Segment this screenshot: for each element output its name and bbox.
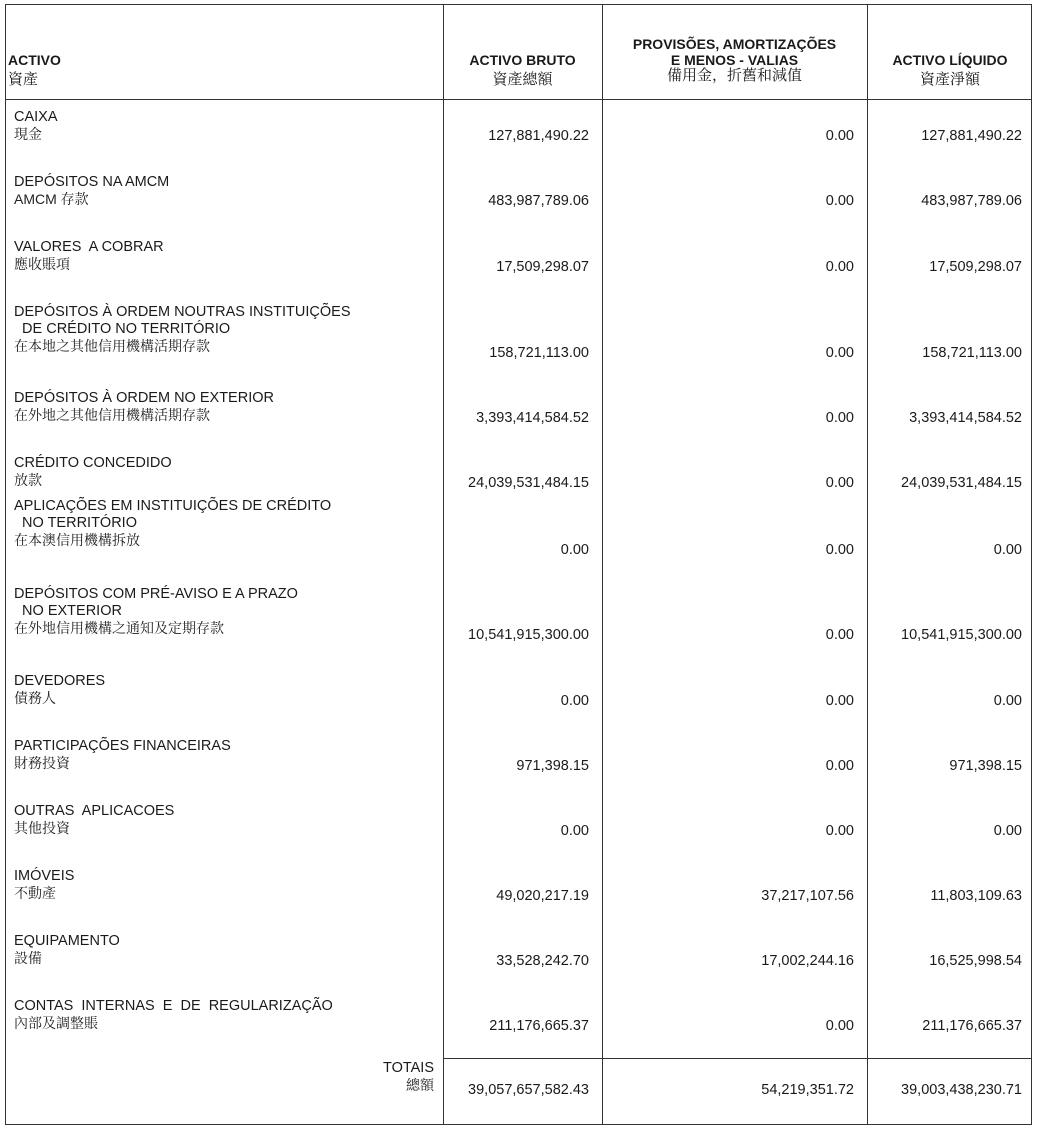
row-label-zh: 放款	[14, 472, 42, 488]
header-provisions-pt-2: E MENOS - VALIAS	[670, 52, 799, 68]
row-label-pt: NO TERRITÓRIO	[14, 515, 137, 531]
row-label-zh: 內部及調整賬	[14, 1015, 98, 1031]
row-label-zh: 在外地之其他信用機構活期存款	[14, 407, 210, 423]
row-label	[14, 455, 434, 489]
row-label-zh: AMCM 存款	[14, 191, 89, 207]
header-gross-pt: ACTIVO BRUTO	[469, 52, 576, 68]
row-label-zh: 其他投資	[14, 820, 70, 836]
row-gross-value: 3,393,414,584.52	[476, 410, 589, 426]
row-label	[14, 673, 434, 707]
row-gross-value: 0.00	[560, 542, 589, 558]
row-label	[14, 868, 434, 902]
row-label-pt: CAIXA	[14, 109, 58, 125]
row-net-value: 0.00	[993, 693, 1022, 709]
row-label	[14, 998, 434, 1032]
row-provisions-value: 0.00	[825, 345, 854, 361]
totals-label-zh: 總額	[406, 1077, 434, 1093]
row-label-pt: DEPÓSITOS NA AMCM	[14, 174, 170, 190]
row-provisions-value: 0.00	[825, 410, 854, 426]
row-gross-value: 483,987,789.06	[488, 193, 589, 209]
row-label	[14, 803, 434, 837]
row-gross-value: 158,721,113.00	[489, 345, 589, 361]
row-provisions-value: 0.00	[825, 1018, 854, 1034]
row-label	[14, 390, 434, 424]
row-label-pt: NO EXTERIOR	[14, 603, 122, 619]
row-gross-value: 211,176,665.37	[489, 1018, 589, 1034]
header-label-pt: ACTIVO	[8, 52, 61, 68]
totals-gross: 39,057,657,582.43	[468, 1082, 589, 1098]
totals-label-cell	[306, 1060, 434, 1094]
row-label-zh: 現金	[14, 126, 42, 142]
row-provisions-value: 0.00	[825, 693, 854, 709]
header-net-cell	[867, 52, 1033, 88]
header-provisions-pt-1: PROVISÕES, AMORTIZAÇÕES	[632, 36, 837, 52]
row-label	[14, 109, 434, 143]
row-label-pt: VALORES A COBRAR	[14, 239, 164, 255]
row-gross-value: 33,528,242.70	[496, 953, 589, 969]
row-net-value: 0.00	[993, 542, 1022, 558]
row-gross-value: 49,020,217.19	[496, 888, 589, 904]
row-label-zh: 財務投資	[14, 755, 70, 771]
row-label-pt: OUTRAS APLICACOES	[14, 803, 175, 819]
row-provisions-value: 0.00	[825, 259, 854, 275]
row-label-zh: 在本澳信用機構拆放	[14, 532, 140, 548]
row-gross-value: 17,509,298.07	[496, 259, 589, 275]
totals-label-pt: TOTAIS	[382, 1060, 434, 1076]
row-label	[14, 933, 434, 967]
row-gross-value: 0.00	[560, 693, 589, 709]
row-label-pt: IMÓVEIS	[14, 868, 75, 884]
balance-sheet-table	[5, 4, 1032, 1125]
row-net-value: 16,525,998.54	[929, 953, 1022, 969]
row-gross-value: 10,541,915,300.00	[468, 627, 589, 643]
row-gross-value: 0.00	[560, 823, 589, 839]
row-provisions-value: 0.00	[825, 193, 854, 209]
row-label-pt: DEPÓSITOS À ORDEM NOUTRAS INSTITUIÇÕES	[14, 304, 351, 320]
row-net-value: 211,176,665.37	[922, 1018, 1022, 1034]
totals-divider	[443, 1058, 1031, 1059]
row-provisions-value: 0.00	[825, 475, 854, 491]
row-provisions-value: 0.00	[825, 542, 854, 558]
totals-provisions: 54,219,351.72	[761, 1082, 854, 1098]
header-net-pt: ACTIVO LÍQUIDO	[892, 52, 1008, 68]
row-gross-value: 127,881,490.22	[488, 128, 589, 144]
row-net-value: 127,881,490.22	[921, 128, 1022, 144]
header-net-zh: 資產淨額	[919, 71, 980, 88]
row-net-value: 158,721,113.00	[922, 345, 1022, 361]
header-provisions-cell	[602, 36, 867, 84]
row-provisions-value: 0.00	[825, 823, 854, 839]
row-label	[14, 304, 434, 355]
row-gross-value: 971,398.15	[516, 758, 589, 774]
row-provisions-value: 0.00	[825, 758, 854, 774]
header-divider	[6, 99, 1031, 100]
row-label-pt: DEPÓSITOS À ORDEM NO EXTERIOR	[14, 390, 274, 406]
row-label	[14, 498, 434, 549]
row-provisions-value: 0.00	[825, 128, 854, 144]
row-net-value: 0.00	[993, 823, 1022, 839]
row-net-value: 24,039,531,484.15	[901, 475, 1022, 491]
row-net-value: 17,509,298.07	[929, 259, 1022, 275]
row-net-value: 11,803,109.63	[930, 888, 1022, 904]
row-label-pt: DE CRÉDITO NO TERRITÓRIO	[14, 321, 231, 337]
row-label	[14, 239, 434, 273]
row-net-value: 3,393,414,584.52	[909, 410, 1022, 426]
row-label-zh: 在外地信用機構之通知及定期存款	[14, 620, 224, 636]
row-label	[14, 738, 434, 772]
row-label-pt: DEPÓSITOS COM PRÉ-AVISO E A PRAZO	[14, 586, 298, 602]
row-net-value: 10,541,915,300.00	[901, 627, 1022, 643]
header-provisions-zh: 備用金，折舊和減值	[666, 67, 802, 84]
row-gross-value: 24,039,531,484.15	[468, 475, 589, 491]
row-label-zh: 在本地之其他信用機構活期存款	[14, 338, 210, 354]
row-provisions-value: 17,002,244.16	[761, 953, 854, 969]
row-label-pt: PARTICIPAÇÕES FINANCEIRAS	[14, 738, 231, 754]
row-label-zh: 債務人	[14, 690, 56, 706]
header-label-zh: 資產	[8, 71, 39, 88]
row-label-pt: DEVEDORES	[14, 673, 106, 689]
row-label-zh: 設備	[14, 950, 42, 966]
row-label-pt: APLICAÇÕES EM INSTITUIÇÕES DE CRÉDITO	[14, 498, 332, 514]
row-label-pt: EQUIPAMENTO	[14, 933, 120, 949]
row-provisions-value: 0.00	[825, 627, 854, 643]
row-label-pt: CRÉDITO CONCEDIDO	[14, 455, 172, 471]
row-label-zh: 應收賬項	[14, 256, 70, 272]
row-provisions-value: 37,217,107.56	[761, 888, 854, 904]
row-label-pt: CONTAS INTERNAS E DE REGULARIZAÇÃO	[14, 998, 333, 1014]
row-label	[14, 586, 434, 637]
row-label-zh: 不動產	[14, 885, 56, 901]
row-net-value: 483,987,789.06	[921, 193, 1022, 209]
row-net-value: 971,398.15	[949, 758, 1022, 774]
totals-net: 39,003,438,230.71	[901, 1082, 1022, 1098]
row-label	[14, 174, 434, 208]
header-gross-zh: 資產總額	[492, 71, 553, 88]
header-label-cell	[8, 52, 208, 88]
header-gross-cell	[443, 52, 602, 88]
